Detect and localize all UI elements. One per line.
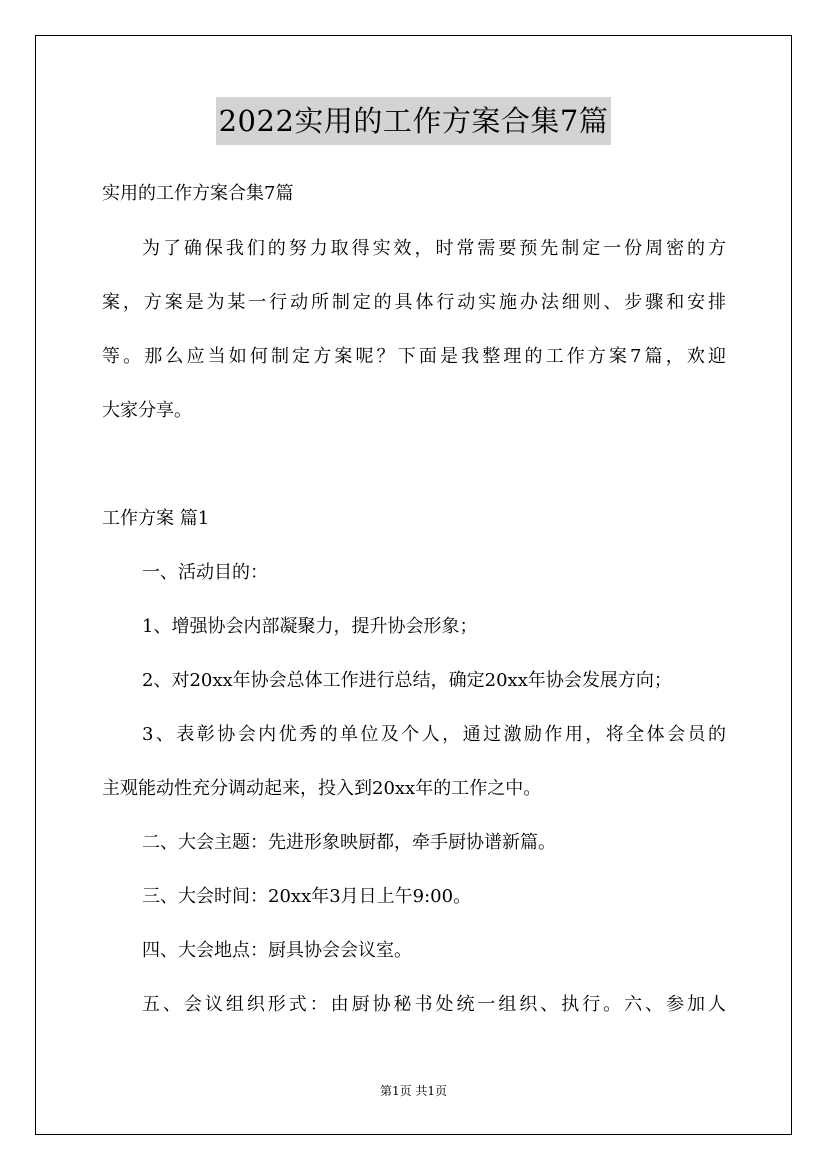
body-line: 三、大会时间：20xx年3月日上午9:00。 bbox=[142, 886, 472, 907]
document-title: 2022实用的工作方案合集7篇 bbox=[216, 97, 612, 145]
intro-line: 为了确保我们的努力取得实效，时常需要预先制定一份周密的方 bbox=[142, 238, 726, 259]
body-line: 主观能动性充分调动起来，投入到20xx年的工作之中。 bbox=[102, 778, 542, 799]
body-line: 1、增强协会内部凝聚力，提升协会形象； bbox=[142, 616, 478, 637]
body-line: 四、大会地点：厨具协会会议室。 bbox=[142, 940, 412, 961]
intro-line: 等。那么应当如何制定方案呢？下面是我整理的工作方案7篇，欢迎 bbox=[102, 346, 726, 367]
body-line: 2、对20xx年协会总体工作进行总结，确定20xx年协会发展方向； bbox=[142, 670, 672, 691]
body-line: 3、表彰协会内优秀的单位及个人，通过激励作用，将全体会员的 bbox=[142, 724, 726, 745]
subtitle: 实用的工作方案合集7篇 bbox=[102, 183, 294, 204]
title-container bbox=[0, 97, 827, 145]
body-line: 二、大会主题：先进形象映厨都，牵手厨协谱新篇。 bbox=[142, 832, 556, 853]
intro-line: 案，方案是为某一行动所制定的具体行动实施办法细则、步骤和安排 bbox=[102, 292, 726, 313]
intro-line: 大家分享。 bbox=[102, 400, 192, 421]
page-number: 第1页 共1页 bbox=[379, 1084, 448, 1098]
body-line: 一、活动目的： bbox=[142, 562, 268, 583]
section-heading: 工作方案 篇1 bbox=[102, 508, 210, 529]
body-line: 五、会议组织形式：由厨协秘书处统一组织、执行。六、参加人 bbox=[142, 994, 726, 1015]
